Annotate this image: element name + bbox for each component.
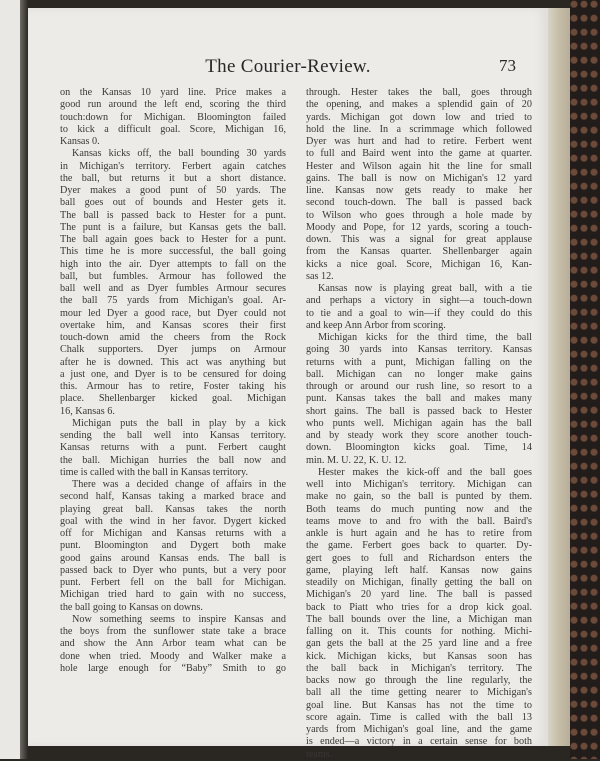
- text-line: going 30 yards into Kansas territory. Kansas: [306, 344, 532, 356]
- text-line: falling on it. This counts for nothing. Michi-: [306, 626, 532, 637]
- text-line: ball well and as Dyer fumbles Armour secures: [60, 283, 286, 294]
- text-line: the opening, and makes a splendid gain of 20: [306, 99, 532, 111]
- paragraph: [306, 467, 532, 761]
- text-line: to full and Baird went into the game at quarter.: [306, 148, 532, 160]
- text-line: down. Bloomington kicks goal. Time, 14: [306, 442, 532, 454]
- text-line: sending the ball well into Kansas territory.: [60, 430, 286, 441]
- text-line: goal line. But Kansas has not the time to: [306, 699, 532, 711]
- text-line: gains. The ball is now on Michigan's 12 yard: [306, 172, 532, 184]
- paragraph: [60, 479, 286, 614]
- paragraph: [306, 283, 532, 332]
- text-line: to tie and a goal to win—if they could do this: [306, 307, 532, 319]
- text-line: the boys from the sunflower state take a brace: [60, 626, 286, 637]
- text-line: high into the air. Dyer attempts to fall on the: [60, 258, 286, 270]
- text-line: Kansas returns with a punt. Ferbert caught: [60, 442, 286, 454]
- text-line: is ended—a victory in a certain sense for both: [306, 736, 532, 748]
- paragraph: [60, 614, 286, 675]
- text-line: good gains around Kansas ends. The ball is: [60, 552, 286, 564]
- text-line: and keep Ann Arbor from scoring.: [306, 319, 446, 331]
- text-line: This time he is more successful, the ball going: [60, 246, 286, 258]
- text-line: Kansas 0.: [60, 136, 100, 147]
- text-line: the ball back in Michigan's territory. The: [306, 662, 532, 674]
- text-line: punt. Kansas takes the ball and makes many: [306, 393, 532, 405]
- text-line: ankle is hurt again and he has to retire from: [306, 528, 532, 539]
- text-line: and perhaps a victory in sight—a touch-down: [306, 295, 532, 307]
- text-line: Michigan's 20 yard line. The ball is passed: [306, 589, 532, 601]
- page-edges: [548, 8, 570, 746]
- paragraph: [60, 418, 286, 479]
- text-line: a just one, and Dyer is to be censured for doing: [60, 368, 286, 380]
- text-line: The ball is passed back to Hester for a punt.: [60, 209, 286, 221]
- text-line: game, playing left half. Kansas now gains: [306, 564, 532, 576]
- text-line: well into Michigan's territory. Michigan can: [306, 479, 532, 490]
- text-line: the ball going to Kansas on downs.: [60, 601, 203, 613]
- text-line: punt. Bloomington and Dygert both make: [60, 540, 286, 552]
- text-line: Now something seems to inspire Kansas and: [72, 613, 286, 625]
- text-line: place. Shellenbarger kicked goal. Michigan: [60, 393, 286, 405]
- book-gutter: [20, 0, 28, 759]
- text-line: steadily on Michigan, finally getting the ball on: [306, 577, 532, 588]
- text-line: good run around the left end, scoring the third: [60, 99, 286, 111]
- text-line: line. Kansas now gets ready to make her: [306, 185, 532, 196]
- text-line: down. This was a signal for great applause: [306, 234, 532, 245]
- text-line: the game. Ferbert goes back to quarter. Dy-: [306, 540, 532, 552]
- facing-page-edge: [0, 0, 20, 759]
- running-header: [28, 56, 548, 82]
- text-line: second half, Kansas taking a marked brace and: [60, 491, 286, 503]
- text-line: in Michigan's territory. Ferbert again catches: [60, 160, 286, 172]
- text-line: yards from Michigan's goal line, and the game: [306, 724, 532, 735]
- text-line: Kansas now is playing great ball, with a tie: [318, 283, 532, 294]
- text-line: ball. Michigan can no longer make gains: [306, 368, 532, 380]
- text-line: Chalk supporters. Dyer jumps on Armour: [60, 344, 286, 356]
- text-line: The ball bounds over the line, a Michigan man: [306, 613, 532, 625]
- text-line: min. M. U. 22, K. U. 12.: [306, 454, 407, 466]
- text-line: The punt is a failure, but Kansas gets the ball.: [60, 221, 286, 233]
- text-line: playing great ball. Kansas takes the north: [60, 503, 286, 515]
- text-line: score again. Time is called with the ball 13: [306, 711, 532, 723]
- text-line: Hester and Wilson again hit the line for small: [306, 160, 532, 172]
- text-line: ball goes out of bounds and Hester gets it.: [60, 197, 286, 209]
- text-line: Michigan tried hard to gain with no success,: [60, 589, 286, 601]
- text-line: punt. Ferbert fell on the ball for Michigan.: [60, 577, 286, 588]
- text-line: ball all the time getting nearer to Michigan's: [306, 687, 532, 699]
- text-line: Dyer makes a good punt of 50 yards. The: [60, 185, 286, 196]
- left-column: [60, 87, 286, 675]
- text-line: gert goes to full and Richardson enters the: [306, 552, 532, 564]
- paragraph: [60, 87, 286, 148]
- text-line: The ball again goes back to Hester for a punt.: [60, 234, 286, 245]
- paragraph: [306, 87, 532, 283]
- text-line: overtake him, and Kansas scores their first: [60, 319, 286, 331]
- text-line: kick. Michigan kicks, but Kansas soon has: [306, 650, 532, 662]
- text-line: hole large enough for “Baby” Smith to go: [60, 662, 286, 674]
- text-line: second touch-down. The ball is passed back: [306, 197, 532, 209]
- text-line: from the Kansas quarter. Shellenbarger again: [306, 246, 532, 258]
- right-column: [306, 87, 532, 761]
- text-line: off for Michigan and Kansas returns with a: [60, 528, 286, 539]
- text-line: Both teams do much punting now and the: [306, 503, 532, 515]
- text-line: Dyer was hurt and had to retire. Ferbert went: [306, 136, 532, 147]
- text-line: back to Piatt who tries for a drop kick goal.: [306, 601, 532, 613]
- paragraph: [306, 332, 532, 467]
- text-line: mour led Dyer a good race, but Dyer could not: [60, 307, 286, 319]
- text-line: teams.: [306, 748, 333, 760]
- text-line: to kick a difficult goal. Score, Michigan 16,: [60, 123, 286, 135]
- text-line: time is called with the ball in Kansas territory.: [60, 466, 249, 478]
- text-line: Kansas kicks off, the ball bounding 30 yards: [72, 148, 286, 160]
- text-line: gan gets the ball at the 25 yard line and a free: [306, 638, 532, 650]
- text-line: through. Hester takes the ball, goes through: [306, 87, 532, 98]
- text-line: after he is downed. This act was anything but: [60, 356, 286, 368]
- text-line: the ball, but returns it but a short distance.: [60, 172, 286, 184]
- text-line: yards. Michigan got down low and tried to: [306, 111, 532, 123]
- text-line: make no gain, so the ball is punted by them.: [306, 491, 532, 503]
- text-line: kicks a nice goal. Score, Michigan 16, Kan-: [306, 258, 532, 270]
- text-line: Michigan puts the ball in play by a kick: [72, 417, 286, 429]
- text-line: passed back to Dyer who punts, but a very poor: [60, 564, 286, 576]
- text-line: 16, Kansas 6.: [60, 405, 115, 417]
- text-line: ball, but fumbles. Armour has followed the: [60, 270, 286, 282]
- text-line: Michigan kicks for the third time, the ball: [318, 332, 532, 343]
- text-line: the ball 75 yards from Michigan's goal. Ar-: [60, 295, 286, 307]
- marbled-cover: [570, 0, 600, 759]
- text-line: who punts well. Michigan again has the ball: [306, 417, 532, 429]
- text-line: short gains. The ball is passed back to Hester: [306, 405, 532, 417]
- text-line: the ball. Michigan hurries the ball now and: [60, 454, 286, 466]
- text-line: through or around our rush line, so resort to a: [306, 381, 532, 392]
- text-line: touch-down amid the cheers from the Rock: [60, 332, 286, 343]
- text-line: done when tried. Moody and Walker make a: [60, 650, 286, 662]
- text-line: and show the Ann Arbor team what can be: [60, 638, 286, 650]
- text-line: goal with the wind in her favor. Dygert kicked: [60, 515, 286, 527]
- journal-title: The Courier-Review.: [205, 56, 371, 77]
- text-line: and by steady work they score another touch-: [306, 430, 532, 441]
- text-line: teams move to and fro with the ball. Baird's: [306, 515, 532, 527]
- text-line: backs now go through the line regularly, the: [306, 675, 532, 686]
- text-line: sas 12.: [306, 270, 334, 282]
- text-line: There was a decided change of affairs in the: [72, 479, 286, 490]
- text-line: on the Kansas 10 yard line. Price makes a: [60, 87, 286, 98]
- text-line: hold the line. In a scrimmage which followed: [306, 123, 532, 135]
- page-number: 73: [499, 56, 516, 75]
- text-line: this. Armour has to retire, Foster taking his: [60, 381, 286, 392]
- text-line: touch:down for Michigan. Bloomington failed: [60, 111, 286, 123]
- text-line: to Wilson who goes through a hole made by: [306, 209, 532, 221]
- text-line: Moody and Pope, for 12 yards, scoring a touch-: [306, 221, 532, 233]
- text-line: returns with a punt, Michigan falling on the: [306, 356, 532, 368]
- text-line: Hester makes the kick-off and the ball goes: [318, 466, 532, 478]
- paragraph: [60, 148, 286, 418]
